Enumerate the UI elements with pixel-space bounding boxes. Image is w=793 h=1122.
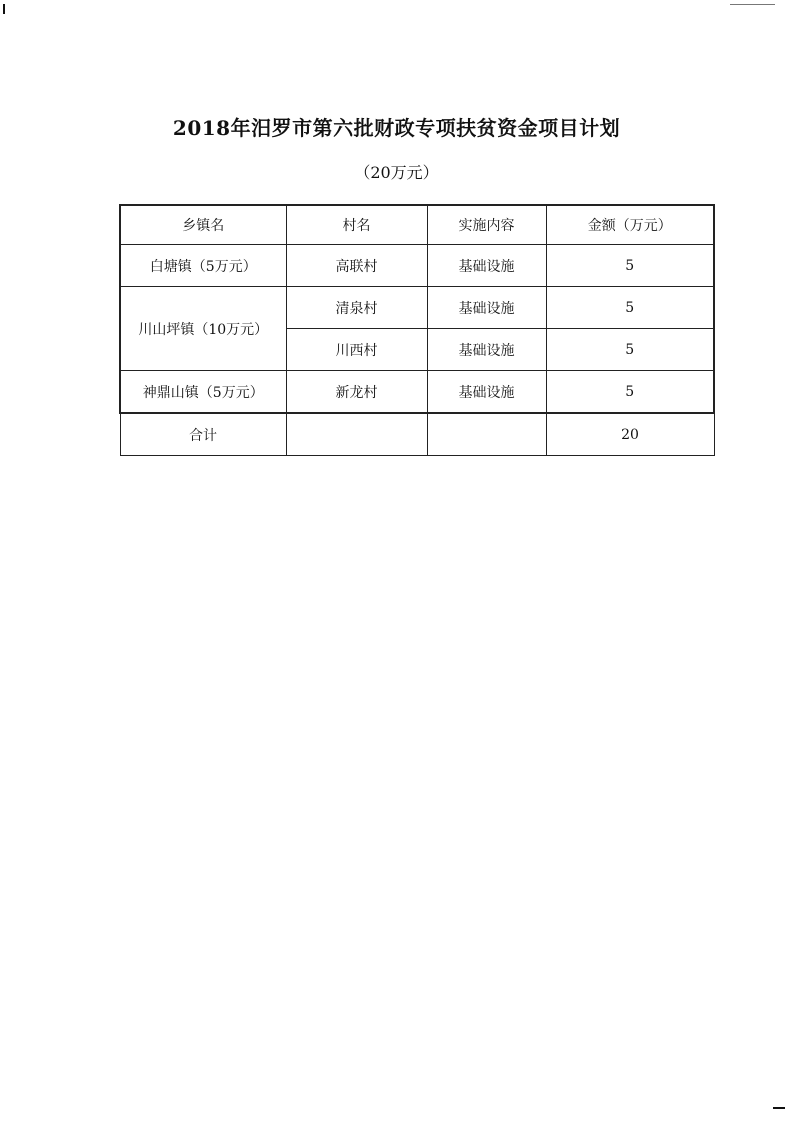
document-subtitle: （20万元） (354, 163, 439, 182)
cell-town: 神鼎山镇（5万元） (120, 371, 286, 414)
cell-village: 高联村 (286, 245, 427, 287)
scan-edge-line (730, 4, 775, 5)
document-title: 2018年汨罗市第六批财政专项扶贫资金项目计划 (172, 116, 621, 140)
cell-village: 清泉村 (286, 287, 427, 329)
total-label: 合计 (120, 413, 286, 456)
header-town: 乡镇名 (120, 205, 286, 245)
cell-village: 川西村 (286, 329, 427, 371)
total-amount: 20 (546, 413, 714, 456)
table-row (120, 245, 714, 287)
cell-town: 白塘镇（5万元） (120, 245, 286, 287)
total-village (286, 413, 427, 456)
table-header-row (120, 205, 714, 245)
total-content (427, 413, 546, 456)
table-row (120, 371, 714, 414)
cell-town: 川山坪镇（10万元） (120, 287, 286, 371)
header-village: 村名 (286, 205, 427, 245)
cell-content: 基础设施 (427, 245, 546, 287)
table-row (120, 287, 714, 329)
cell-content: 基础设施 (427, 329, 546, 371)
total-row (120, 413, 714, 456)
funding-plan-table (119, 204, 715, 456)
cell-content: 基础设施 (427, 287, 546, 329)
scan-edge-mark (3, 4, 5, 14)
cell-amount: 5 (546, 245, 714, 287)
cell-amount: 5 (546, 329, 714, 371)
cell-content: 基础设施 (427, 371, 546, 414)
cell-amount: 5 (546, 371, 714, 414)
cell-amount: 5 (546, 287, 714, 329)
header-content: 实施内容 (427, 205, 546, 245)
scan-edge-mark (773, 1107, 785, 1109)
cell-village: 新龙村 (286, 371, 427, 414)
header-amount: 金额（万元） (546, 205, 714, 245)
